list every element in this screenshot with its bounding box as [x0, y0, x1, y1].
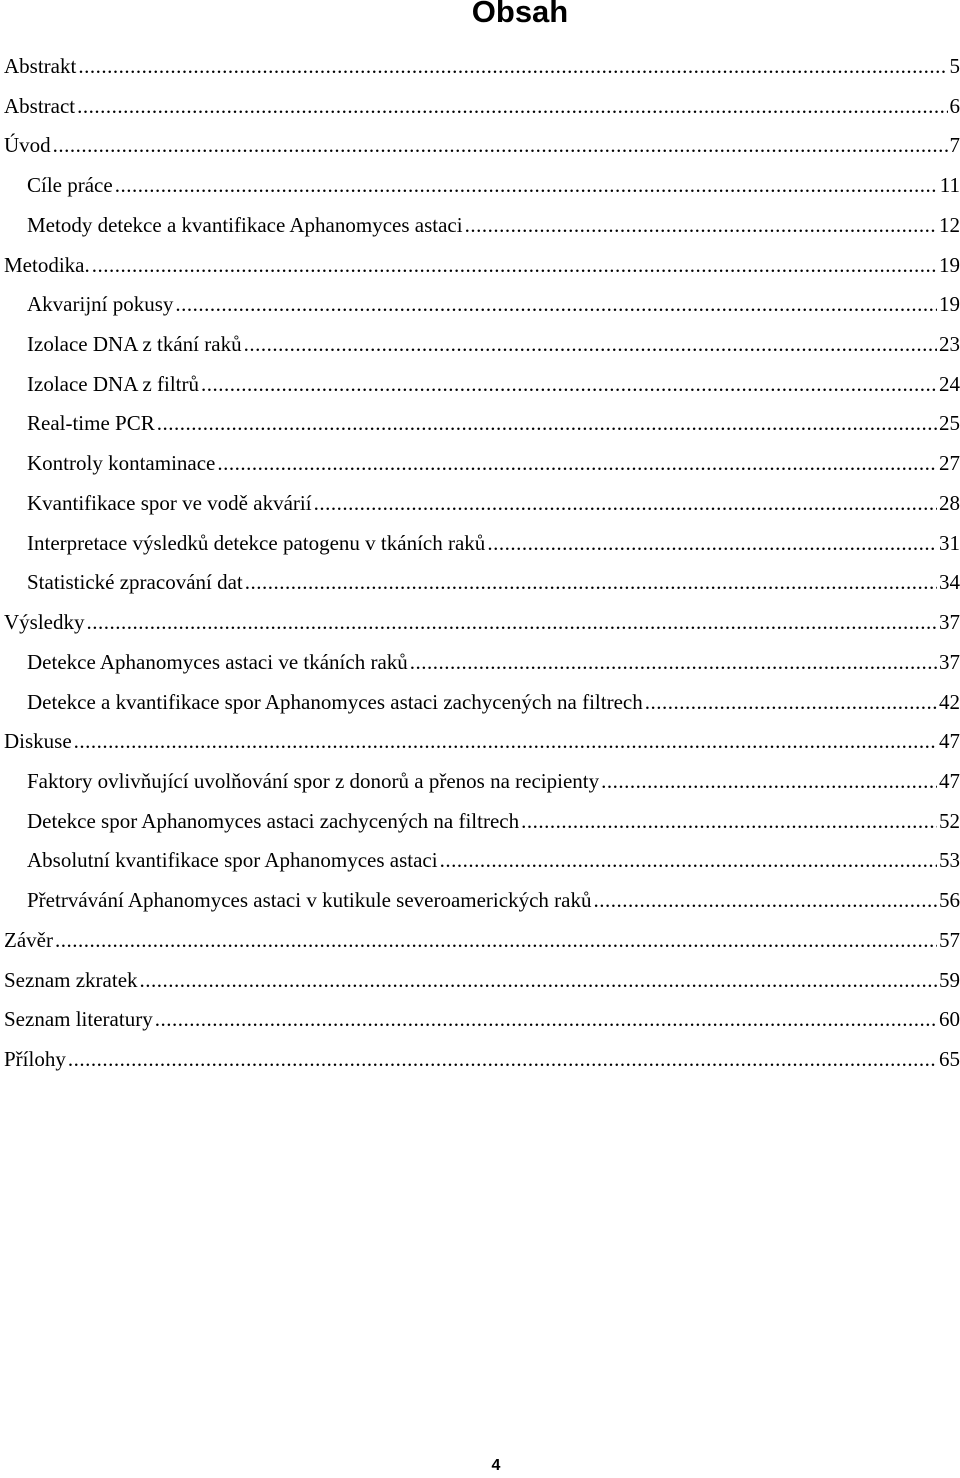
toc-entry[interactable] — [4, 564, 960, 604]
toc-entry-label: Real-time PCR — [27, 411, 155, 436]
toc-dot-leader — [487, 525, 937, 561]
toc-entry-label: Faktory ovlivňující uvolňování spor z donorů a přenos na recipienty — [27, 768, 600, 793]
toc-dot-leader — [55, 922, 937, 958]
toc-entry-label: Akvarijní pokusy — [27, 292, 174, 317]
toc-dot-leader — [521, 803, 937, 839]
toc-entry-label: Izolace DNA z tkání raků — [27, 332, 242, 357]
toc-entry[interactable] — [4, 167, 960, 207]
toc-entry-page: 5 — [949, 54, 960, 78]
toc-dot-leader — [157, 405, 937, 441]
toc-entry[interactable] — [4, 525, 960, 565]
page-title: Obsah — [471, 0, 569, 29]
toc-dot-leader — [410, 644, 937, 680]
toc-entry[interactable] — [4, 485, 960, 525]
toc-entry-label: Detekce spor Aphanomyces astaci zachycených na filtrech — [27, 808, 520, 833]
toc-entry[interactable] — [4, 723, 960, 763]
toc-entry-page: 59 — [939, 967, 960, 992]
toc-dot-leader — [465, 207, 937, 243]
toc-dot-leader — [645, 684, 937, 720]
toc-entry-page: 24 — [939, 371, 960, 396]
toc-entry-label: Abstrakt — [4, 54, 77, 78]
toc-entry-label: Seznam zkratek — [4, 967, 138, 992]
toc-entry-page: 53 — [939, 848, 960, 873]
toc-entry-page: 52 — [939, 808, 960, 833]
toc-entry-label: Přílohy — [4, 1046, 66, 1071]
toc-entry[interactable] — [4, 286, 960, 326]
toc-dot-leader — [175, 286, 937, 322]
toc-entry[interactable] — [4, 644, 960, 684]
toc-entry-page: 7 — [949, 133, 960, 158]
toc-entry-label: Interpretace výsledků detekce patogenu v tkáních raků — [27, 530, 486, 555]
toc-entry-page: 37 — [939, 610, 960, 635]
toc-entry-label: Kontroly kontaminace — [27, 451, 216, 476]
toc-entry-label: Cíle práce — [27, 173, 113, 198]
toc-entry-page: 25 — [939, 411, 960, 436]
toc-entry-page: 27 — [939, 451, 960, 476]
toc-dot-leader — [245, 564, 937, 600]
toc-dot-leader — [244, 326, 937, 362]
toc-entry-label: Kvantifikace spor ve vodě akvárií — [27, 490, 312, 515]
toc-dot-leader — [314, 485, 937, 521]
toc-entry[interactable] — [4, 962, 960, 1002]
table-of-contents — [4, 48, 960, 1081]
toc-dot-leader — [201, 366, 937, 402]
toc-entry[interactable] — [4, 326, 960, 366]
toc-dot-leader — [440, 842, 937, 878]
toc-entry-page: 56 — [939, 888, 960, 913]
toc-dot-leader — [87, 604, 938, 640]
toc-entry-label: Abstract — [4, 93, 76, 118]
toc-entry-label: Metodika. — [4, 252, 90, 277]
toc-entry[interactable] — [4, 445, 960, 485]
toc-entry-page: 47 — [939, 729, 960, 754]
toc-entry[interactable] — [4, 1041, 960, 1081]
toc-dot-leader — [78, 48, 947, 84]
toc-entry-label: Seznam literatury — [4, 1007, 153, 1032]
toc-entry[interactable] — [4, 366, 960, 406]
toc-dot-leader — [155, 1001, 937, 1037]
toc-entry[interactable] — [4, 842, 960, 882]
toc-entry-page: 65 — [939, 1046, 960, 1071]
toc-entry[interactable] — [4, 803, 960, 843]
toc-entry-page: 31 — [939, 530, 960, 555]
toc-entry-label: Absolutní kvantifikace spor Aphanomyces astaci — [27, 848, 438, 873]
toc-entry-page: 23 — [939, 332, 960, 357]
toc-dot-leader — [601, 763, 937, 799]
toc-entry-page: 19 — [939, 252, 960, 277]
toc-entry-page: 12 — [939, 212, 960, 237]
toc-entry-label: Metody detekce a kvantifikace Aphanomyces astaci — [27, 212, 463, 237]
page-number: 4 — [491, 1457, 501, 1474]
toc-entry-label: Diskuse — [4, 729, 72, 754]
toc-dot-leader — [74, 723, 937, 759]
toc-entry[interactable] — [4, 88, 960, 128]
toc-entry-label: Statistické zpracování dat — [27, 570, 243, 595]
toc-entry-page: 37 — [939, 649, 960, 674]
toc-entry-label: Detekce a kvantifikace spor Aphanomyces astaci zachycených na filtrech — [27, 689, 643, 714]
toc-dot-leader — [140, 962, 937, 998]
toc-entry-page: 19 — [939, 292, 960, 317]
toc-entry[interactable] — [4, 922, 960, 962]
toc-entry-page: 57 — [939, 927, 960, 952]
toc-entry[interactable] — [4, 207, 960, 247]
toc-entry-page: 28 — [939, 490, 960, 515]
toc-dot-leader — [68, 1041, 937, 1077]
toc-entry-page: 42 — [939, 689, 960, 714]
toc-entry[interactable] — [4, 1001, 960, 1041]
toc-entry[interactable] — [4, 247, 960, 287]
toc-entry-label: Detekce Aphanomyces astaci ve tkáních raků — [27, 649, 408, 674]
toc-entry-page: 34 — [939, 570, 960, 595]
toc-dot-leader — [53, 127, 948, 163]
toc-entry[interactable] — [4, 684, 960, 724]
toc-dot-leader — [115, 167, 938, 203]
toc-entry-page: 60 — [939, 1007, 960, 1032]
toc-entry[interactable] — [4, 604, 960, 644]
toc-dot-leader — [217, 445, 937, 481]
toc-entry-label: Úvod — [4, 133, 51, 158]
toc-entry[interactable] — [4, 882, 960, 922]
toc-entry[interactable] — [4, 763, 960, 803]
toc-entry-label: Přetrvávání Aphanomyces astaci v kutikule severoamerických raků — [27, 888, 592, 913]
toc-entry-label: Izolace DNA z filtrů — [27, 371, 200, 396]
toc-entry[interactable] — [4, 405, 960, 445]
toc-entry-label: Závěr — [4, 927, 53, 952]
toc-entry-page: 47 — [939, 768, 960, 793]
toc-dot-leader — [92, 247, 937, 283]
toc-dot-leader — [77, 88, 947, 124]
toc-entry[interactable] — [4, 127, 960, 167]
toc-entry-label: Výsledky — [4, 610, 85, 635]
toc-entry[interactable] — [4, 48, 960, 88]
toc-dot-leader — [593, 882, 937, 918]
toc-entry-page: 11 — [939, 173, 960, 198]
toc-entry-page: 6 — [949, 93, 960, 118]
